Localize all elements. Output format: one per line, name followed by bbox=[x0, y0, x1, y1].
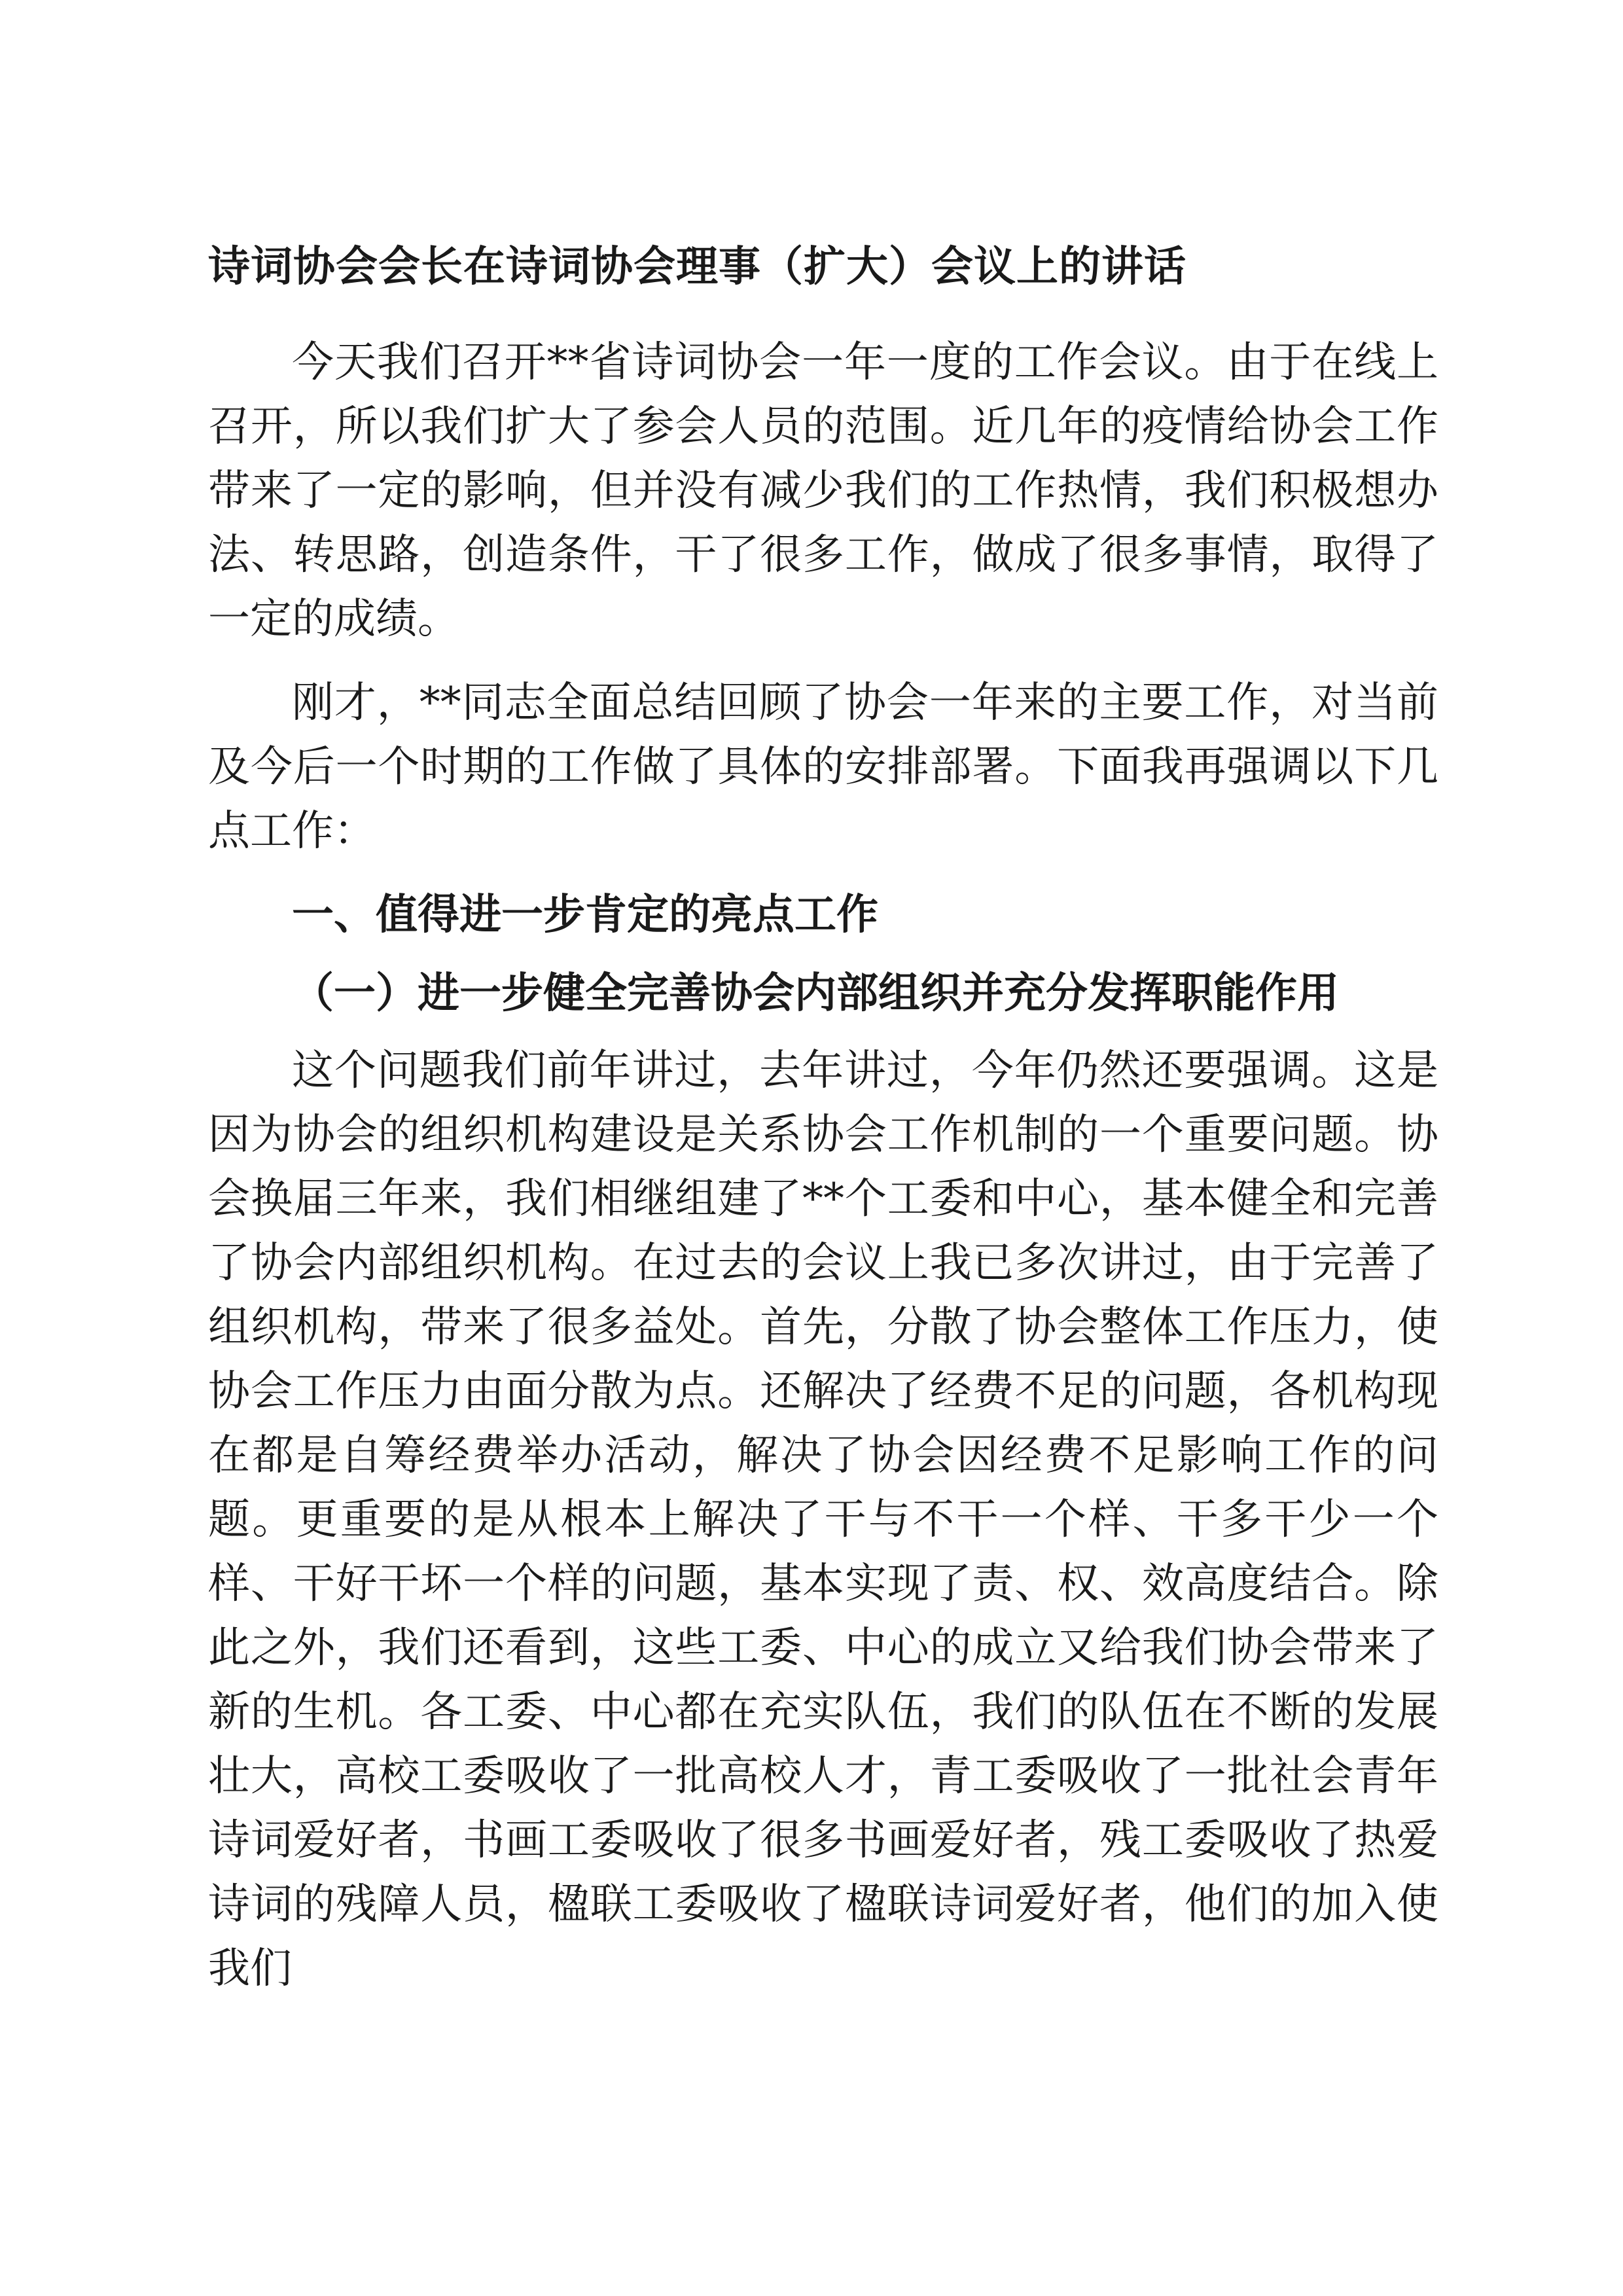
document-page bbox=[208, 242, 1438, 2020]
subsection-heading: （一）进一步健全完善协会内部组织并充分发挥职能作用 bbox=[292, 969, 1339, 1018]
paragraph: 刚才，**同志全面总结回顾了协会一年来的主要工作，对当前及今后一个时期的工作做了具体的安排部署。下面我再强调以下几点工作： bbox=[208, 678, 1438, 855]
paragraph: 今天我们召开**省诗词协会一年一度的工作会议。由于在线上召开，所以我们扩大了参会人员的范围。近几年的疫情给协会工作带来了一定的影响，但并没有减少我们的工作热情，我们积极想办法、转思路，创造条件，干了很多工作，做成了很多事情，取得了一定的成绩。 bbox=[208, 338, 1438, 643]
paragraph: 这个问题我们前年讲过，去年讲过，今年仍然还要强调。这是因为协会的组织机构建设是关系协会工作机制的一个重要问题。协会换届三年来，我们相继组建了**个工委和中心，基本健全和完善了协会内部组织机构。在过去的会议上我已多次讲过，由于完善了组织机构，带来了很多益处。首先，分散了协会整体工作压力，使协会工作压力由面分散为点。还解决了经费不足的问题，各机构现在都是自筹经费举办活动，解决了协会因经费不足影响工作的问题。更重要的是从根本上解决了干与不干一个样、干多干少一个样、干好干坏一个样的问题，基本实现了责、权、效高度结合。除此之外，我们还看到，这些工委、中心的成立又给我们协会带来了新的生机。各工委、中心都在充实队伍，我们的队伍在不断的发展壮大，高校工委吸收了一批高校人才，青工委吸收了一批社会青年诗词爱好者，书画工委吸收了很多书画爱好者，残工委吸收了热爱诗词的残障人员，楹联工委吸收了楹联诗词爱好者，他们的加入使我们 bbox=[208, 1046, 1438, 1993]
document-title: 诗词协会会长在诗词协会理事（扩大）会议上的讲话 bbox=[208, 243, 1186, 291]
section-heading: 一、值得进一步肯定的亮点工作 bbox=[292, 890, 878, 939]
